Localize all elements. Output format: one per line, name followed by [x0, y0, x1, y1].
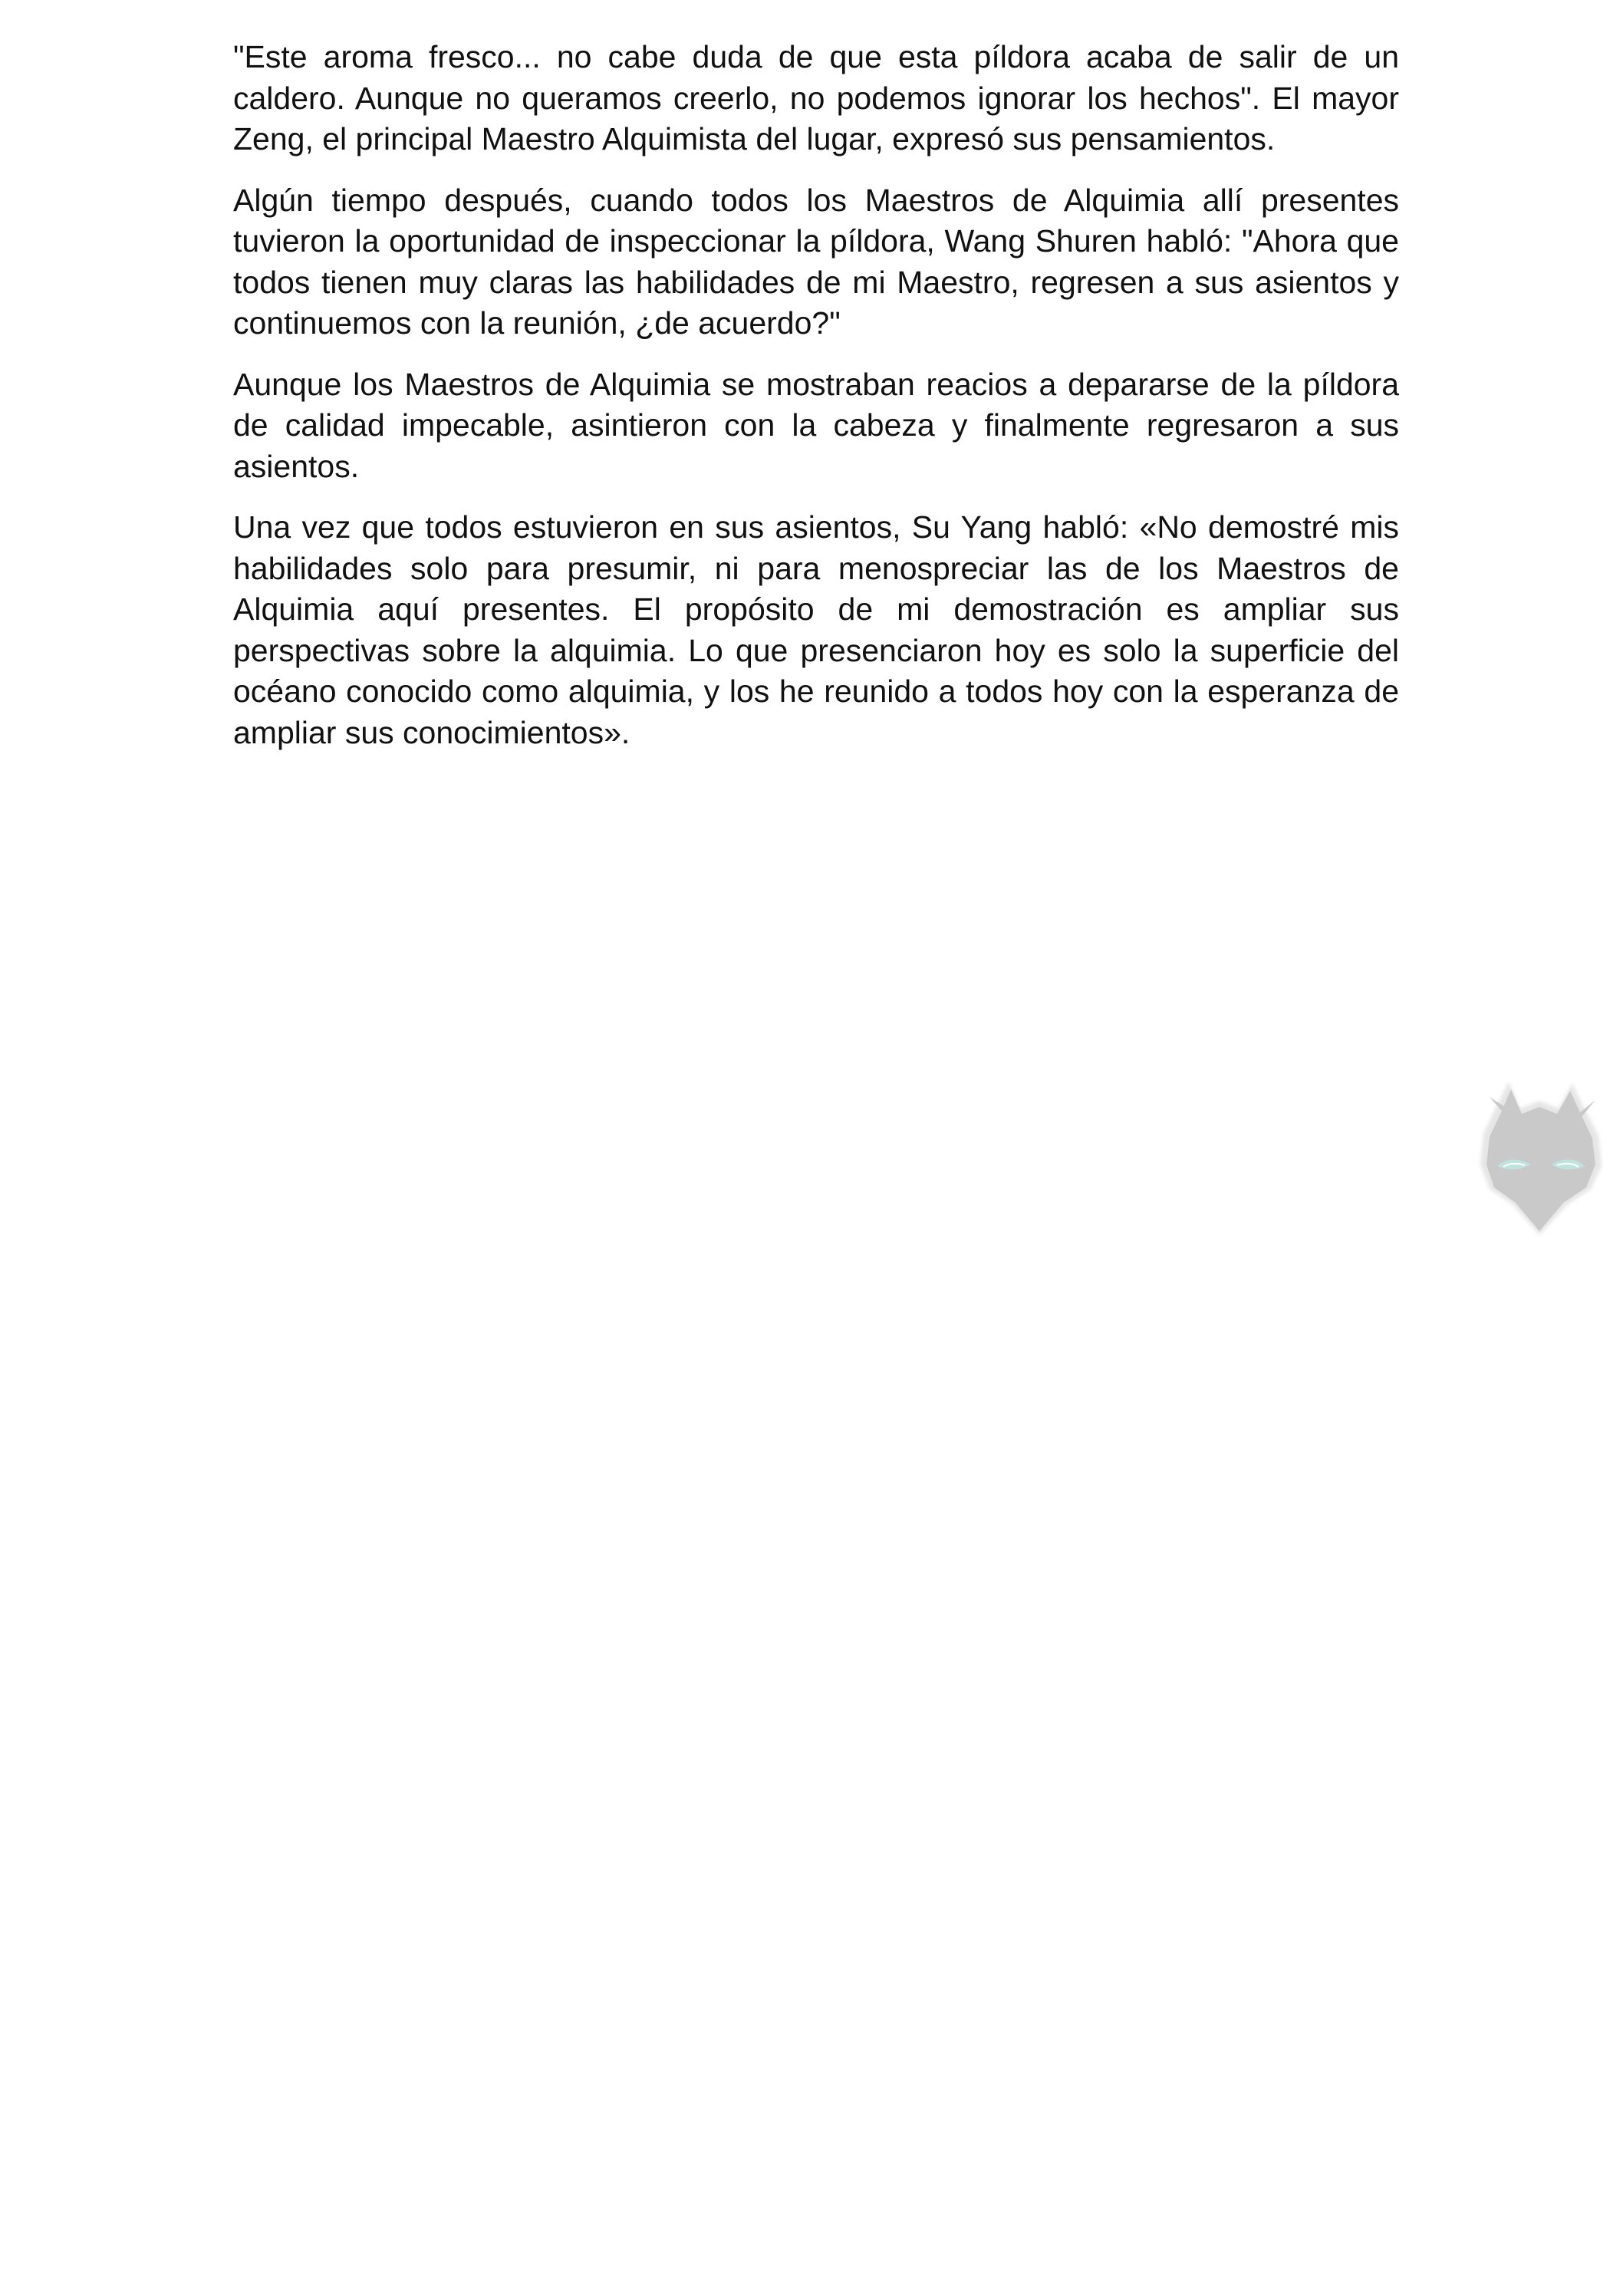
demon-head-icon [1467, 1074, 1612, 1243]
demon-head-watermark-svg [1467, 1074, 1612, 1243]
paragraph-3: Aunque los Maestros de Alquimia se mostraban reacios a depararse de la píldora de calidad impecable, asintieron con la cabeza y finalmente regresaron a sus asientos. [233, 366, 1399, 484]
body-text [233, 37, 1399, 773]
paragraph-4: Una vez que todos estuvieron en sus asientos, Su Yang habló: «No demostré mis habilidades solo para presumir, ni para menospreciar las de los Maestros de Alquimia aquí presentes. El propósito de mi demostración es ampliar sus perspectivas sobre la alquimia. Lo que presenciaron hoy es solo la superficie del océano conocido como alquimia, y los he reunido a todos hoy con la esperanza de ampliar sus conocimientos». [233, 509, 1399, 750]
paragraph-1: "Este aroma fresco... no cabe duda de que esta píldora acaba de salir de un caldero. Aunque no queramos creerlo, no podemos ignorar los hechos". El mayor Zeng, el principal Maestro Alquimista del lugar, expresó sus pensamientos. [233, 39, 1399, 156]
paragraph-2: Algún tiempo después, cuando todos los Maestros de Alquimia allí presentes tuvieron la oportunidad de inspeccionar la píldora, Wang Shuren habló: "Ahora que todos tienen muy claras las habilidades de mi Maestro, regresen a sus asientos y continuemos con la reunión, ¿de acuerdo?" [233, 182, 1399, 341]
